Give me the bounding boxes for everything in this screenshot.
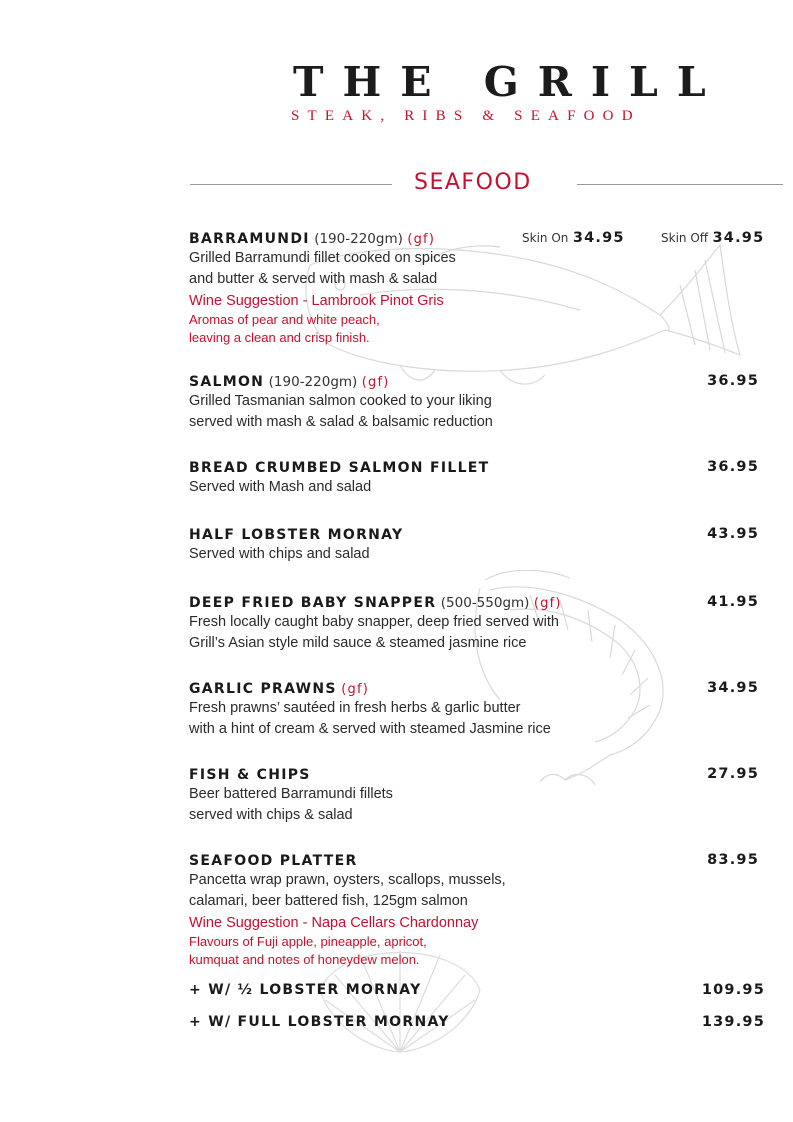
addon-price: 139.95 (701, 1014, 765, 1030)
addon-half-lobster: + W/ ½ LOBSTER MORNAY (189, 982, 422, 998)
item-weight: (500-550gm) (440, 595, 530, 611)
section-divider-right (577, 184, 783, 185)
wine-note: leaving a clean and crisp finish. (189, 330, 370, 345)
item-name: SALMON (189, 374, 265, 390)
wine-note: kumquat and notes of honeydew melon. (189, 952, 420, 967)
item-description: Pancetta wrap prawn, oysters, scallops, mussels, (189, 872, 506, 888)
menu-item-seafood-platter (189, 852, 506, 969)
price: 34.95 (572, 230, 625, 246)
menu-item-fish-and-chips (189, 766, 393, 825)
wine-note: Aromas of pear and white peach, (189, 312, 380, 327)
menu-item-baby-snapper (189, 594, 562, 653)
addon-full-lobster: + W/ FULL LOBSTER MORNAY (189, 1014, 450, 1030)
item-weight: (190-220gm) (314, 231, 403, 247)
wine-suggestion: Wine Suggestion - Napa Cellars Chardonnay (189, 915, 479, 931)
skin-off-label: Skin Off (661, 231, 709, 245)
item-description: Grilled Barramundi fillet cooked on spices (189, 250, 456, 266)
item-description: Served with chips and salad (189, 546, 370, 562)
gluten-free-tag: (gf) (361, 375, 390, 390)
skin-on-label: Skin On (522, 231, 569, 245)
item-description: Beer battered Barramundi fillets (189, 786, 393, 802)
item-name: DEEP FRIED BABY SNAPPER (189, 595, 437, 611)
gluten-free-tag: (gf) (407, 232, 436, 247)
item-description: Grilled Tasmanian salmon cooked to your liking (189, 393, 492, 409)
menu-item-barramundi (189, 230, 456, 347)
menu-item-bread-crumbed-salmon (189, 459, 490, 498)
wine-suggestion: Wine Suggestion - Lambrook Pinot Gris (189, 293, 444, 309)
item-description: Served with Mash and salad (189, 479, 372, 495)
section-title: SEAFOOD (414, 170, 532, 195)
menu-item-salmon (189, 373, 493, 432)
item-name: SEAFOOD PLATTER (189, 853, 358, 869)
price: 34.95 (707, 680, 759, 696)
item-name: FISH & CHIPS (189, 767, 311, 783)
section-divider-left (190, 184, 392, 185)
price: 41.95 (707, 594, 759, 610)
item-name: BARRAMUNDI (189, 231, 310, 247)
price: 36.95 (707, 459, 759, 475)
skin-off-price (661, 229, 764, 247)
item-name: BREAD CRUMBED SALMON FILLET (189, 460, 490, 476)
item-name: GARLIC PRAWNS (189, 681, 337, 697)
item-description: Fresh locally caught baby snapper, deep fried served with (189, 614, 559, 630)
menu-item-half-lobster-mornay (189, 526, 403, 565)
restaurant-subtitle: STEAK, RIBS & SEAFOOD (291, 108, 641, 124)
price: 83.95 (707, 852, 759, 868)
restaurant-title: THE GRILL (293, 58, 725, 106)
price: 27.95 (707, 766, 759, 782)
item-description: with a hint of cream & served with steamed Jasmine rice (189, 720, 551, 737)
price: 43.95 (707, 526, 759, 542)
item-description: Fresh prawns’ sautéed in fresh herbs & garlic butter (189, 700, 521, 716)
skin-on-price (522, 229, 625, 247)
item-description: calamari, beer battered fish, 125gm salmon (189, 892, 468, 909)
menu-item-garlic-prawns (189, 680, 551, 739)
addon-price: 109.95 (701, 982, 765, 998)
wine-note: Flavours of Fuji apple, pineapple, apricot, (189, 934, 427, 949)
item-description: Grill’s Asian style mild sauce & steamed jasmine rice (189, 634, 527, 651)
item-description: served with mash & salad & balsamic reduction (189, 413, 493, 430)
item-weight: (190-220gm) (268, 374, 358, 390)
gluten-free-tag: (gf) (533, 596, 562, 611)
price: 36.95 (707, 373, 759, 389)
price: 34.95 (712, 230, 765, 246)
gluten-free-tag: (gf) (341, 682, 370, 697)
item-name: HALF LOBSTER MORNAY (189, 527, 404, 543)
item-description: served with chips & salad (189, 806, 353, 823)
item-description: and butter & served with mash & salad (189, 270, 438, 287)
